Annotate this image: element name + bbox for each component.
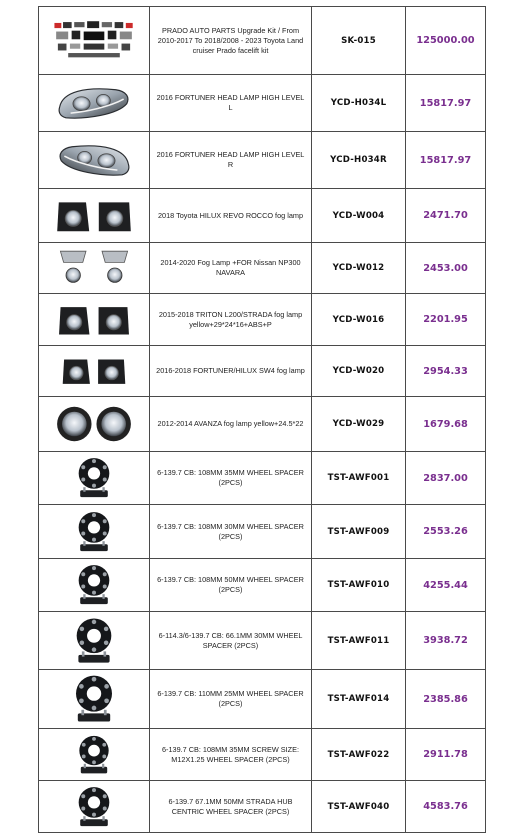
product-image-cell bbox=[39, 781, 150, 833]
product-price: 2837.00 bbox=[406, 452, 486, 505]
table-row bbox=[39, 670, 486, 729]
product-image-cell bbox=[39, 7, 150, 75]
wheel-spacer-icon bbox=[68, 615, 120, 667]
table-row bbox=[39, 452, 486, 505]
product-description: 2016 FORTUNER HEAD LAMP HIGH LEVEL R bbox=[150, 132, 312, 189]
product-image-cell bbox=[39, 243, 150, 294]
product-image-cell bbox=[39, 559, 150, 612]
product-price: 4255.44 bbox=[406, 559, 486, 612]
table-row bbox=[39, 346, 486, 397]
product-description: 2015-2018 TRITON L200/STRADA fog lamp yellow+29*24*16+ABS+P bbox=[150, 294, 312, 346]
product-image-cell bbox=[39, 505, 150, 559]
table-row bbox=[39, 243, 486, 294]
product-price: 3938.72 bbox=[406, 612, 486, 670]
product-description: 6-139.7 CB: 108MM 50MM WHEEL SPACER (2PCS) bbox=[150, 559, 312, 612]
product-code: TST-AWF010 bbox=[312, 559, 406, 612]
table-row bbox=[39, 7, 486, 75]
price-sheet bbox=[38, 6, 485, 833]
product-price: 2954.33 bbox=[406, 346, 486, 397]
product-code: TST-AWF001 bbox=[312, 452, 406, 505]
product-code: TST-AWF014 bbox=[312, 670, 406, 729]
fog-lamp-pair-icon bbox=[55, 301, 133, 339]
product-description: 6-139.7 CB: 108MM 30MM WHEEL SPACER (2PCS) bbox=[150, 505, 312, 559]
product-price: 4583.76 bbox=[406, 781, 486, 833]
product-price: 2911.78 bbox=[406, 729, 486, 781]
product-image-cell bbox=[39, 670, 150, 729]
product-code: YCD-H034R bbox=[312, 132, 406, 189]
product-price: 2553.26 bbox=[406, 505, 486, 559]
product-description: 6-139.7 CB: 110MM 25MM WHEEL SPACER (2PCS) bbox=[150, 670, 312, 729]
product-description: 2018 Toyota HILUX REVO ROCCO fog lamp bbox=[150, 189, 312, 243]
product-price: 15817.97 bbox=[406, 132, 486, 189]
product-code: TST-AWF022 bbox=[312, 729, 406, 781]
wheel-spacer-icon bbox=[72, 733, 116, 777]
product-price: 2453.00 bbox=[406, 243, 486, 294]
product-description: 6-114.3/6-139.7 CB: 66.1MM 30MM WHEEL SPACER (2PCS) bbox=[150, 612, 312, 670]
table-row bbox=[39, 75, 486, 132]
product-price: 2385.86 bbox=[406, 670, 486, 729]
product-image-cell bbox=[39, 75, 150, 132]
fog-lamp-pair-icon bbox=[53, 196, 135, 236]
fog-lamp-kit-icon bbox=[53, 248, 135, 288]
table-row bbox=[39, 781, 486, 833]
table-row bbox=[39, 559, 486, 612]
product-description: 6-139.7 67.1MM 50MM STRADA HUB CENTRIC WHEEL SPACER (2PCS) bbox=[150, 781, 312, 833]
product-description: 2012-2014 AVANZA fog lamp yellow+24.5*22 bbox=[150, 397, 312, 452]
product-image-cell bbox=[39, 189, 150, 243]
table-row bbox=[39, 505, 486, 559]
product-code: YCD-W012 bbox=[312, 243, 406, 294]
product-table bbox=[38, 6, 486, 833]
table-row bbox=[39, 612, 486, 670]
product-code: YCD-W020 bbox=[312, 346, 406, 397]
product-image-cell bbox=[39, 612, 150, 670]
product-image-cell bbox=[39, 294, 150, 346]
fog-lamp-pair-icon bbox=[53, 354, 135, 388]
product-description: 2016 FORTUNER HEAD LAMP HIGH LEVEL L bbox=[150, 75, 312, 132]
product-price: 15817.97 bbox=[406, 75, 486, 132]
wheel-spacer-icon bbox=[71, 784, 117, 830]
table-row bbox=[39, 397, 486, 452]
product-code: TST-AWF009 bbox=[312, 505, 406, 559]
wheel-spacer-icon bbox=[71, 562, 117, 608]
product-image-cell bbox=[39, 132, 150, 189]
product-description: PRADO AUTO PARTS Upgrade Kit / From 2010-2017 To 2018/2008 - 2023 Toyota Land cruiser Prado facelift kit bbox=[150, 7, 312, 75]
table-row bbox=[39, 132, 486, 189]
product-image-cell bbox=[39, 397, 150, 452]
product-image-cell bbox=[39, 346, 150, 397]
product-description: 6-139.7 CB: 108MM 35MM WHEEL SPACER (2PCS) bbox=[150, 452, 312, 505]
prado-kit-parts-icon bbox=[51, 16, 137, 66]
product-code: YCD-W029 bbox=[312, 397, 406, 452]
product-image-cell bbox=[39, 452, 150, 505]
product-price: 2471.70 bbox=[406, 189, 486, 243]
product-code: TST-AWF040 bbox=[312, 781, 406, 833]
wheel-spacer-icon bbox=[71, 455, 117, 501]
product-description: 2016-2018 FORTUNER/HILUX SW4 fog lamp bbox=[150, 346, 312, 397]
table-row bbox=[39, 189, 486, 243]
headlamp-left-icon bbox=[55, 83, 133, 123]
table-row bbox=[39, 294, 486, 346]
product-image-cell bbox=[39, 729, 150, 781]
round-fog-lamp-icon bbox=[53, 403, 135, 445]
product-code: TST-AWF011 bbox=[312, 612, 406, 670]
product-code: SK-015 bbox=[312, 7, 406, 75]
table-row bbox=[39, 729, 486, 781]
wheel-spacer-icon bbox=[67, 672, 121, 726]
product-price: 2201.95 bbox=[406, 294, 486, 346]
wheel-spacer-icon bbox=[71, 509, 117, 555]
product-code: YCD-W004 bbox=[312, 189, 406, 243]
product-price: 1679.68 bbox=[406, 397, 486, 452]
product-code: YCD-H034L bbox=[312, 75, 406, 132]
headlamp-right-icon bbox=[55, 140, 133, 180]
product-code: YCD-W016 bbox=[312, 294, 406, 346]
product-price: 125000.00 bbox=[406, 7, 486, 75]
product-description: 2014-2020 Fog Lamp +FOR Nissan NP300 NAVARA bbox=[150, 243, 312, 294]
product-description: 6-139.7 CB: 108MM 35MM SCREW SIZE: M12X1.25 WHEEL SPACER (2PCS) bbox=[150, 729, 312, 781]
